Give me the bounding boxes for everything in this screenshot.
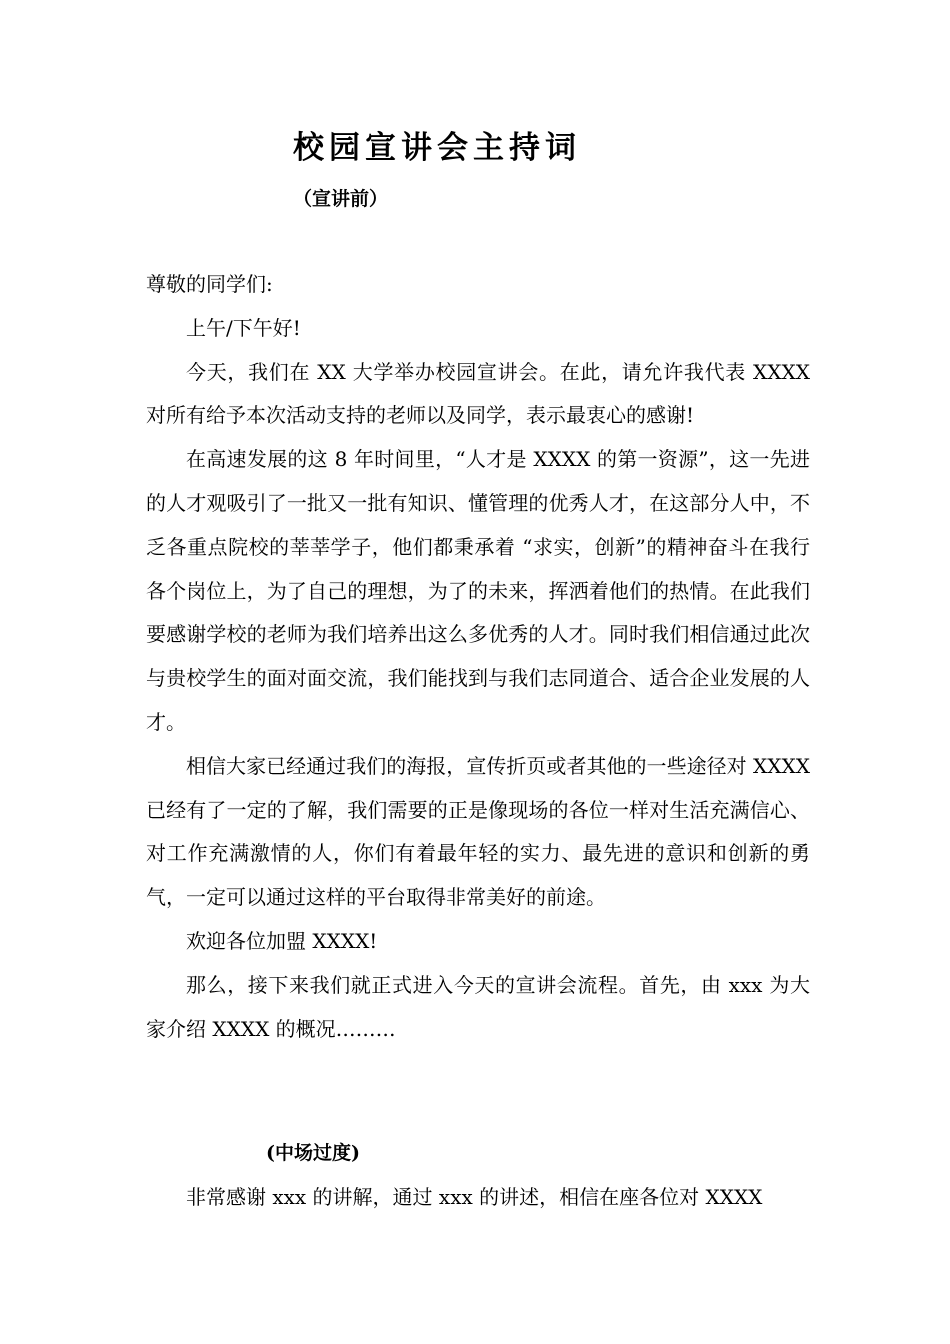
body-text-block bbox=[146, 263, 810, 1051]
salutation: 尊敬的同学们: bbox=[146, 272, 273, 296]
paragraph: 非常感谢 xxx 的讲解，通过 xxx 的讲述，相信在座各位对 XXXX bbox=[186, 1185, 763, 1209]
paragraph: 相信大家已经通过我们的海报，宣传折页或者其他的一些途径对 XXXX 已经有了一定的了解，我们需要的正是像现场的各位一样对生活充满信心、对工作充满激情的人，你们有着最年轻的实力、最先进的意识和创新的勇气，一定可以通过这样的平台取得非常美好的前途。 bbox=[146, 753, 810, 910]
paragraph: 今天，我们在 XX 大学举办校园宣讲会。在此，请允许我代表 XXXX 对所有给予本次活动支持的老师以及同学，表示最衷心的感谢! bbox=[146, 359, 810, 428]
paragraph: 那么，接下来我们就正式进入今天的宣讲会流程。首先，由 xxx 为大家介绍 XXXX 的概况……… bbox=[146, 972, 810, 1041]
paragraph: 上午/下午好! bbox=[186, 315, 301, 340]
paragraph: 欢迎各位加盟 XXXX! bbox=[186, 928, 378, 953]
section-heading-before: （宣讲前） bbox=[293, 188, 389, 210]
section-heading-mid: (中场过度) bbox=[266, 1142, 360, 1164]
body-text-block-mid bbox=[146, 1176, 810, 1220]
paragraph: 在高速发展的这 8 年时间里，“人才是 XXXX 的第一资源”，这一先进的人才观吸引了一批又一批有知识、懂管理的优秀人才，在这部分人中，不乏各重点院校的莘莘学子，他们都秉承着 “求实，创新”的精神奋斗在我行各个岗位上，为了自己的理想，为了的未来，挥洒着他们的热情。在此我们要感谢学校的老师为我们培养出这么多优秀的人才。同时我们相信通过此次与贵校学生的面对面交流，我们能找到与我们志同道合、适合企业发展的人才。 bbox=[146, 447, 810, 734]
document-title: 校园宣讲会主持词 bbox=[293, 130, 581, 166]
